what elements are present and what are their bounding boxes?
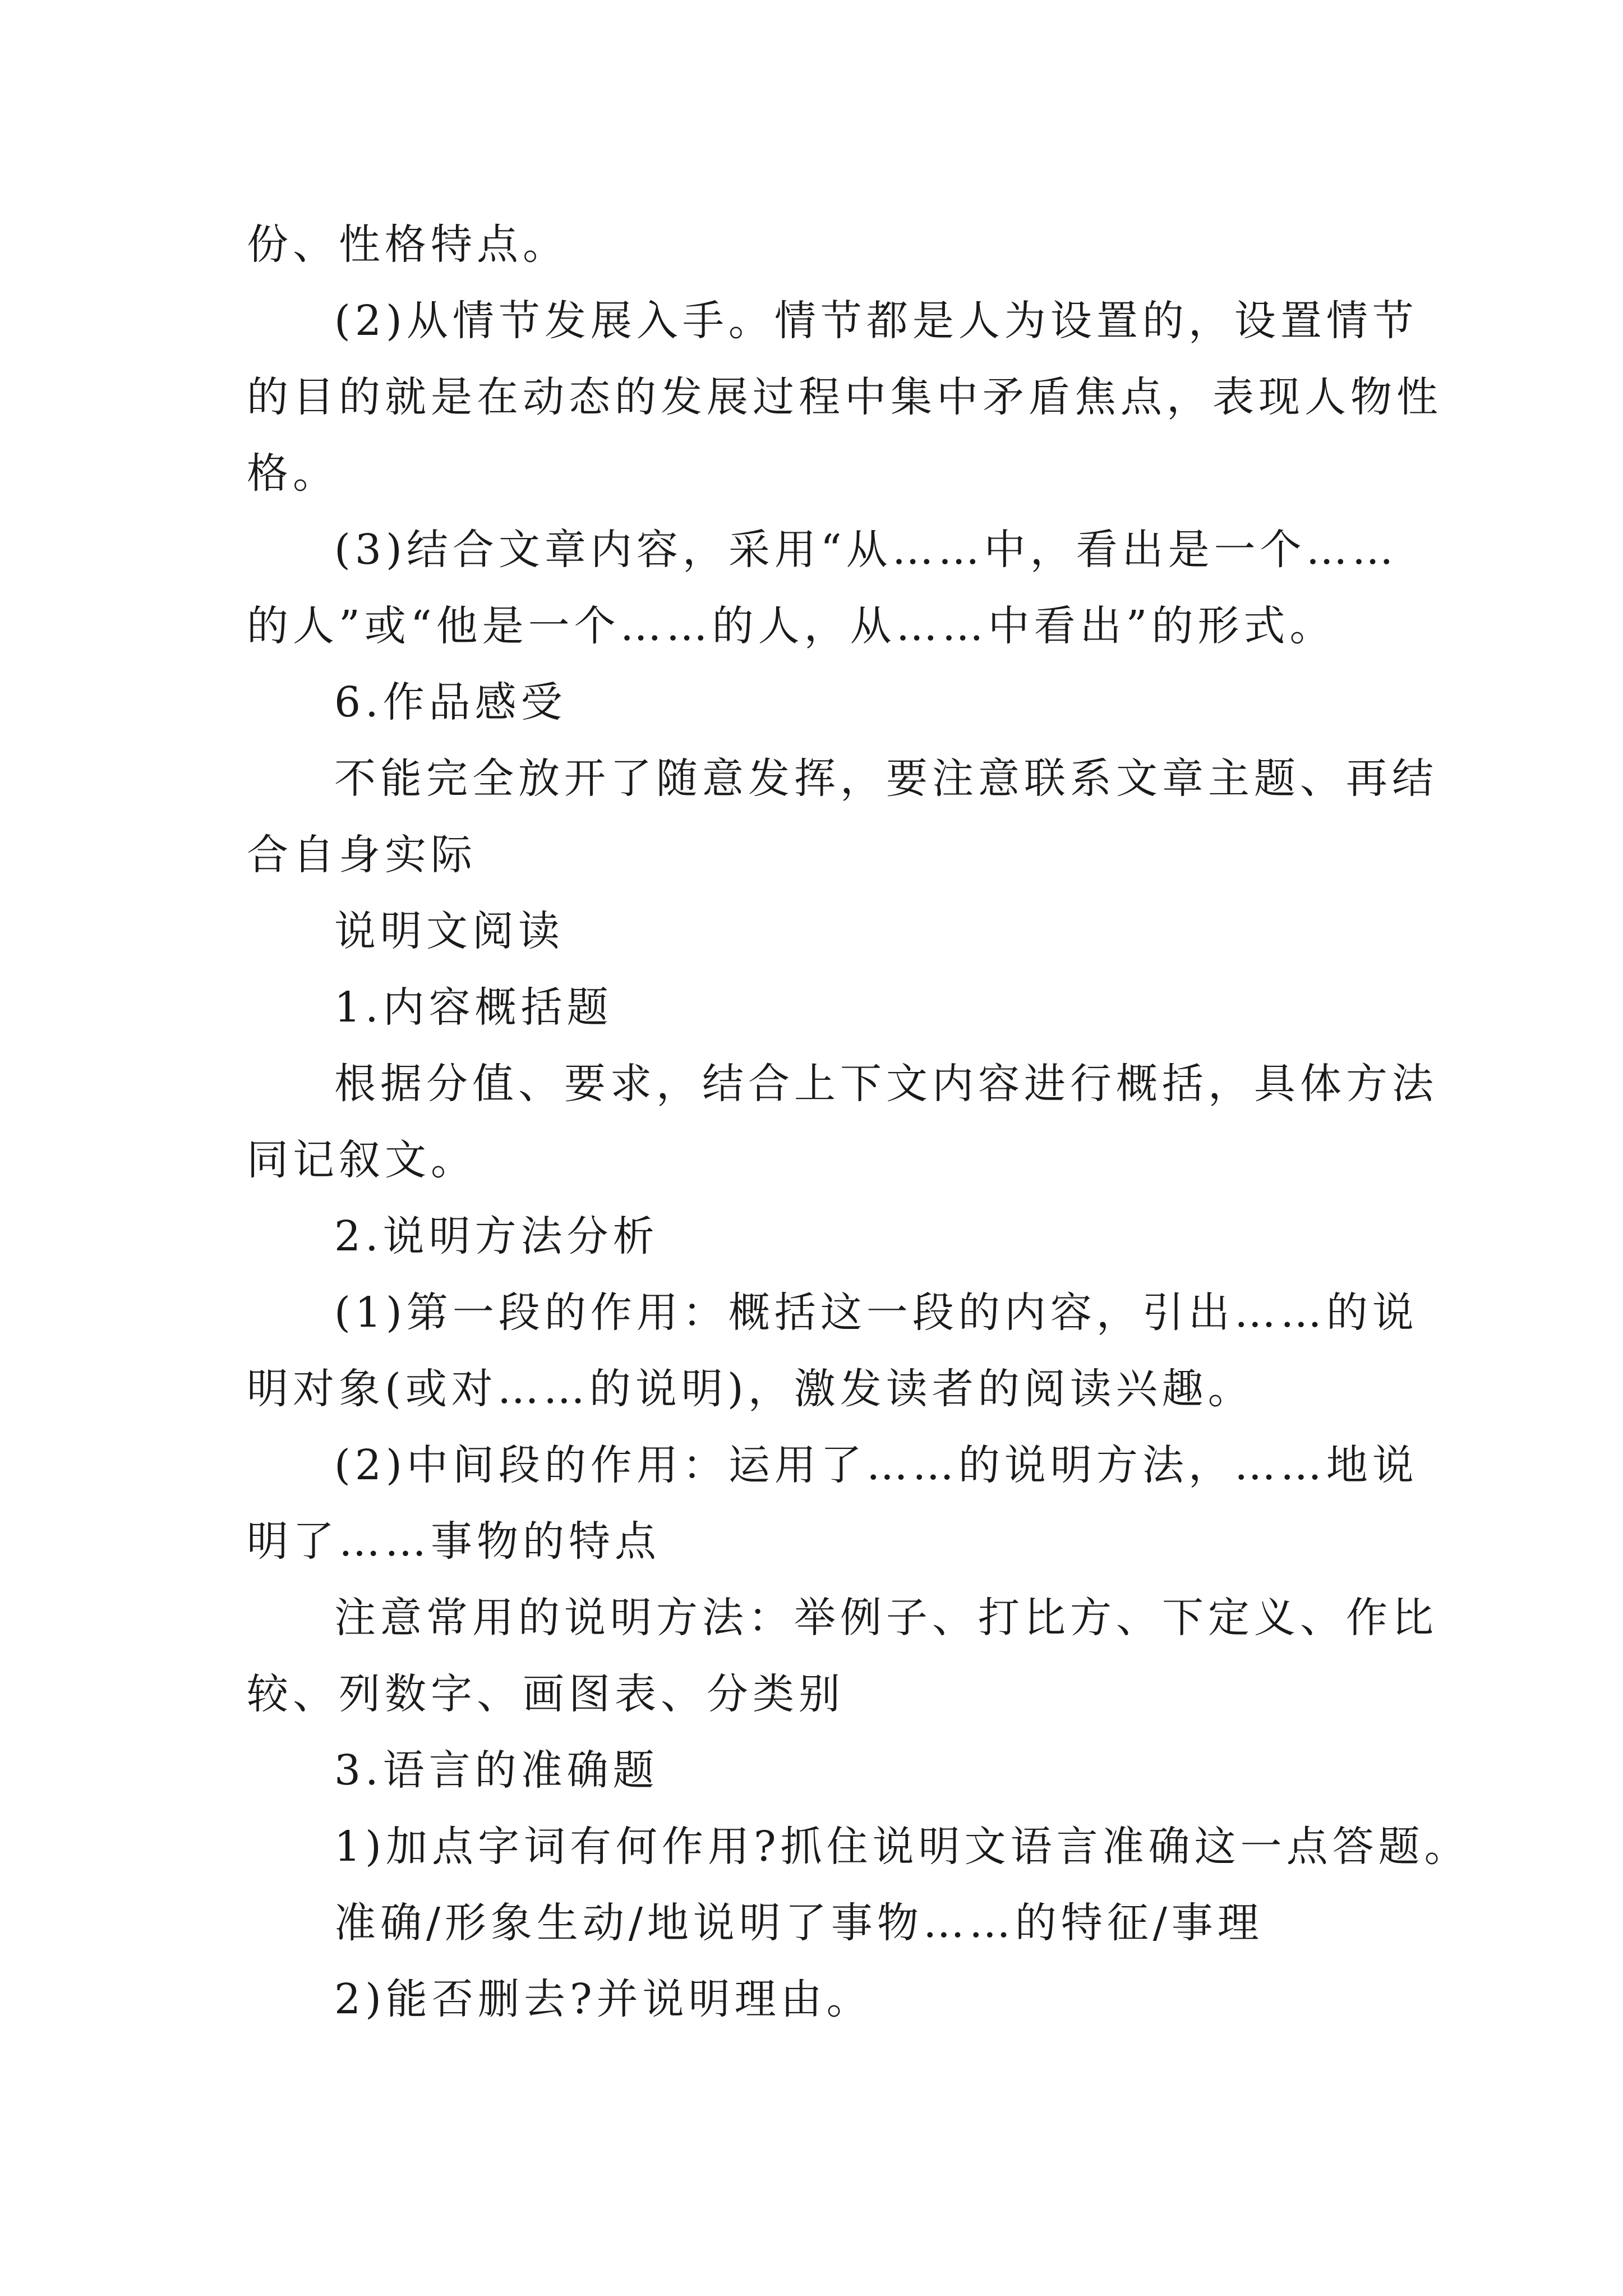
section-heading: 1.内容概括题	[334, 983, 613, 1032]
text-line: 格。	[247, 449, 339, 498]
text-line: 2)能否删去?并说明理由。	[334, 1975, 873, 2023]
section-heading: 3.语言的准确题	[334, 1746, 659, 1795]
text-line: 的目的就是在动态的发展过程中集中矛盾焦点，表现人物性	[247, 373, 1442, 421]
section-heading: 6.作品感受	[334, 678, 567, 726]
text-line: 合自身实际	[247, 831, 477, 879]
text-line: 1)加点字词有何作用?抓住说明文语言准确这一点答题。	[334, 1823, 1470, 1871]
text-line: 不能完全放开了随意发挥，要注意联系文章主题、再结	[334, 754, 1438, 803]
document-body	[247, 206, 1470, 2037]
text-line: (1)第一段的作用：概括这一段的内容，引出……的说	[334, 1289, 1418, 1337]
text-line: 的人”或“他是一个……的人，从……中看出”的形式。	[247, 602, 1336, 650]
text-line: 准确/形象生动/地说明了事物……的特征/事理	[334, 1899, 1264, 1947]
text-line: 同记叙文。	[247, 1136, 477, 1184]
text-line: 份、性格特点。	[247, 220, 569, 269]
text-line: 明对象(或对……的说明)，激发读者的阅读兴趣。	[247, 1365, 1254, 1413]
text-line: (2)中间段的作用：运用了……的说明方法，……地说	[334, 1441, 1418, 1489]
section-heading: 2.说明方法分析	[334, 1212, 659, 1260]
text-line: 注意常用的说明方法：举例子、打比方、下定义、作比	[334, 1594, 1438, 1642]
text-line: (2)从情节发展入手。情节都是人为设置的，设置情节	[334, 297, 1418, 345]
text-line: 根据分值、要求，结合上下文内容进行概括，具体方法	[334, 1060, 1438, 1108]
section-heading: 说明文阅读	[334, 907, 564, 955]
text-line: 较、列数字、画图表、分类别	[247, 1670, 845, 1718]
text-line: (3)结合文章内容，采用“从……中，看出是一个……	[334, 526, 1398, 574]
text-line: 明了……事物的特点	[247, 1517, 661, 1566]
